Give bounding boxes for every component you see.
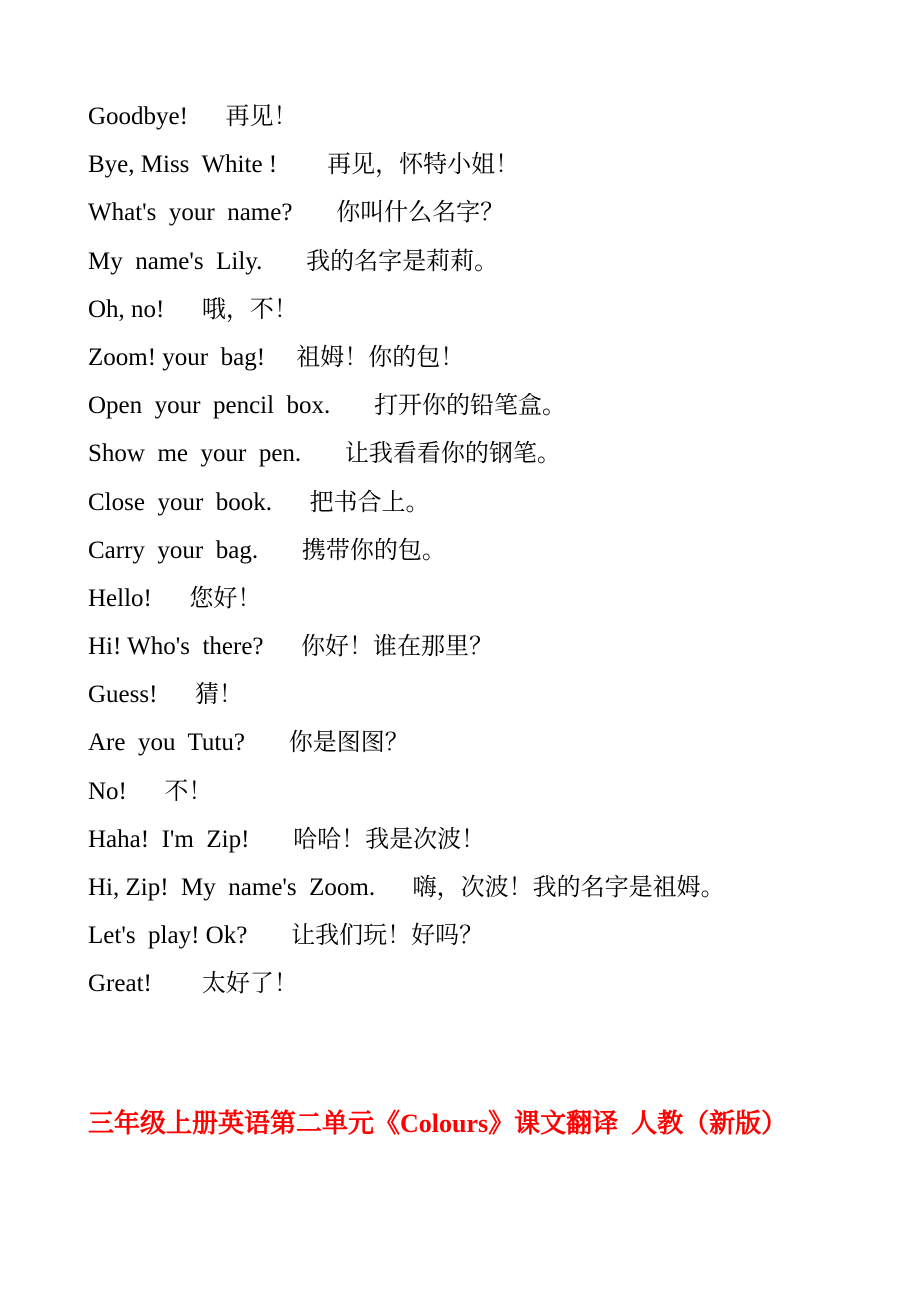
chinese-translation: 不！	[164, 776, 213, 805]
chinese-translation: 把书合上。	[309, 487, 430, 516]
phrase-line	[88, 188, 888, 236]
english-phrase: My name's Lily.	[88, 247, 263, 275]
phrase-line	[88, 767, 888, 815]
phrase-list	[88, 92, 888, 1008]
chinese-translation: 哦，不！	[201, 294, 298, 323]
phrase-line	[88, 718, 888, 766]
english-phrase: Hello!	[88, 584, 152, 612]
english-phrase: Bye, Miss White !	[88, 151, 278, 179]
phrase-line	[88, 285, 888, 333]
phrase-line	[88, 381, 888, 429]
phrase-line	[88, 237, 888, 285]
english-phrase: Let's play! Ok?	[88, 922, 248, 950]
english-phrase: Goodbye!	[88, 103, 188, 130]
phrase-line	[88, 574, 888, 622]
english-phrase: No!	[88, 777, 127, 805]
chinese-translation: 你是图图？	[288, 728, 409, 757]
phrase-line	[88, 526, 888, 574]
chinese-translation: 哈哈！我是次波！	[293, 824, 486, 853]
chinese-translation: 再见！	[225, 102, 298, 130]
phrase-line	[88, 911, 888, 959]
english-phrase: Guess!	[88, 681, 158, 709]
english-phrase: Oh, no!	[88, 295, 165, 323]
chinese-translation: 再见，怀特小姐！	[327, 150, 520, 179]
chinese-translation: 打开你的铅笔盒。	[374, 391, 567, 420]
english-phrase: Are you Tutu?	[88, 729, 245, 757]
chinese-translation: 您好！	[189, 583, 262, 612]
english-phrase: Carry your bag.	[88, 536, 259, 564]
phrase-line	[88, 478, 888, 526]
chinese-translation: 祖姆！你的包！	[296, 342, 465, 371]
chinese-translation: 携带你的包。	[301, 535, 446, 564]
english-phrase: What's your name?	[88, 199, 293, 227]
english-phrase: Haha! I'm Zip!	[88, 825, 250, 853]
chinese-translation: 你好！谁在那里？	[301, 632, 494, 661]
phrase-line	[88, 959, 888, 1007]
phrase-line	[88, 622, 888, 670]
english-phrase: Show me your pen.	[88, 440, 302, 468]
phrase-line	[88, 140, 888, 188]
phrase-line	[88, 429, 888, 477]
english-phrase: Close your book.	[88, 488, 273, 516]
phrase-line	[88, 670, 888, 718]
english-phrase: Open your pencil box.	[88, 392, 331, 420]
chinese-translation: 嗨，次波！我的名字是祖姆。	[412, 873, 725, 901]
english-phrase: Hi! Who's there?	[88, 633, 264, 661]
phrase-line	[88, 815, 888, 863]
chinese-translation: 我的名字是莉莉。	[306, 246, 499, 275]
chinese-translation: 让我们玩！好吗？	[291, 921, 484, 950]
chinese-translation: 猜！	[194, 680, 243, 709]
chinese-translation: 让我看看你的钢笔。	[344, 439, 561, 468]
phrase-line	[88, 333, 888, 381]
phrase-line	[88, 863, 888, 911]
english-phrase: Hi, Zip! My name's Zoom.	[88, 874, 376, 901]
english-phrase: Zoom! your bag!	[88, 343, 266, 371]
chinese-translation: 你叫什么名字？	[336, 198, 505, 227]
chinese-translation: 太好了！	[201, 969, 298, 998]
phrase-line	[88, 92, 888, 140]
section-heading: 三年级上册英语第二单元《Colours》课文翻译 人教（新版）	[88, 1109, 788, 1138]
english-phrase: Great!	[88, 970, 152, 998]
